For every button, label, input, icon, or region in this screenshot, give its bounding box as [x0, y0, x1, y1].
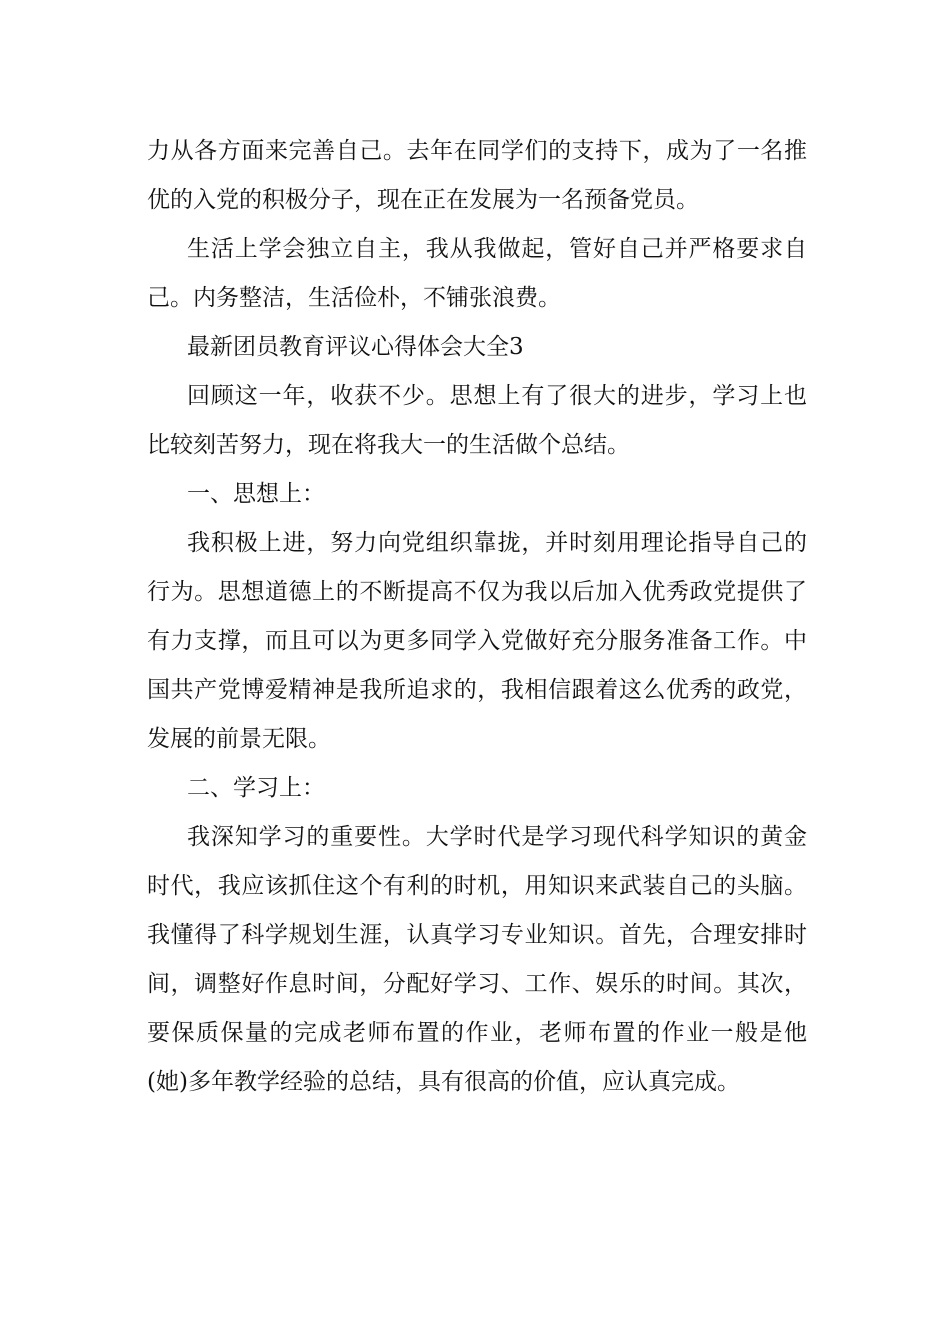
section-title: 最新团员教育评议心得体会大全3 — [187, 334, 524, 360]
heading-study: 二、学习上： — [187, 775, 325, 801]
document-body — [147, 127, 807, 1107]
paragraph-life: 生活上学会独立自主，我从我做起，管好自己并严格要求自己。内务整洁，生活俭朴，不铺张浪费。 — [147, 236, 807, 311]
paragraph-thought: 我积极上进，努力向党组织靠拢，并时刻用理论指导自己的行为。思想道德上的不断提高不仅为我以后加入优秀政党提供了有力支撑，而且可以为更多同学入党做好充分服务准备工作。中国共产党博爱精神是我所追求的，我相信跟着这么优秀的政党，发展的前景无限。 — [147, 530, 807, 752]
paragraph-review: 回顾这一年，收获不少。思想上有了很大的进步，学习上也比较刻苦努力，现在将我大一的生活做个总结。 — [147, 383, 807, 458]
paragraph-continuation: 力从各方面来完善自己。去年在同学们的支持下，成为了一名推优的入党的积极分子，现在正在发展为一名预备党员。 — [147, 138, 807, 213]
heading-thought: 一、思想上： — [187, 481, 325, 507]
paragraph-study: 我深知学习的重要性。大学时代是学习现代科学知识的黄金时代，我应该抓住这个有利的时机，用知识来武装自己的头脑。我懂得了科学规划生涯，认真学习专业知识。首先，合理安排时间，调整好作息时间，分配好学习、工作、娱乐的时间。其次，要保质保量的完成老师布置的作业，老师布置的作业一般是他(她)多年教学经验的总结，具有很高的价值，应认真完成。 — [147, 824, 807, 1095]
